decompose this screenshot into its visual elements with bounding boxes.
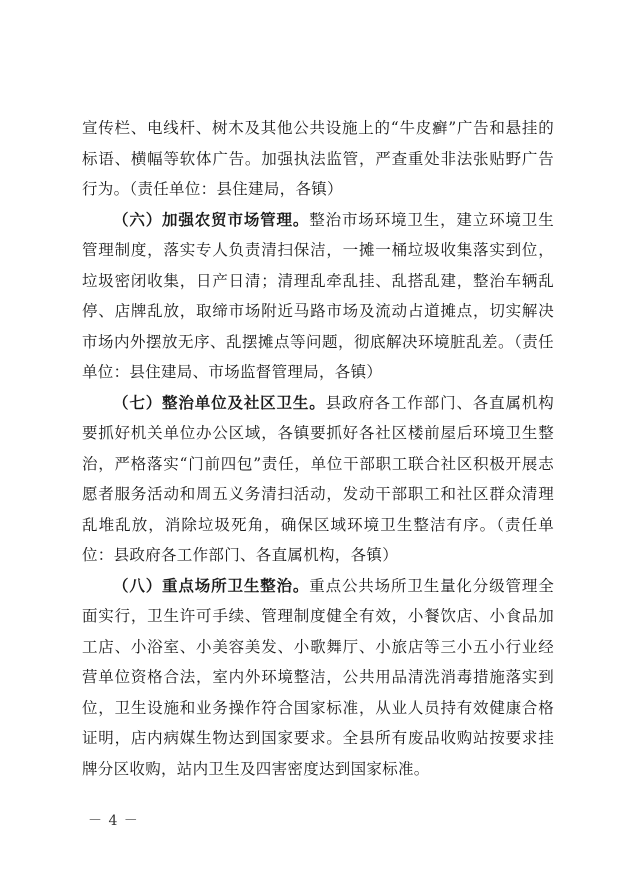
paragraph-unit-community-hygiene xyxy=(82,388,554,571)
paragraph-text: 重点公共场所卫生量化分级管理全面实行，卫生许可手续、管理制度健全有效，小餐饮店、小食品加工店、小浴室、小美容美发、小歌舞厅、小旅店等三小五小行业经营单位资格合法，室内外环境整洁，公共用品清洗消毒措施落实到位，卫生设施和业务操作符合国家标准，从业人员持有效健康合格证明，店内病媒生物达到国家要求。全县所有废品收购站按要求挂牌分区收购，站内卫生及四害密度达到国家标准。 xyxy=(82,576,554,778)
paragraph-text: 整治市场环境卫生，建立环境卫生管理制度，落实专人负责清扫保洁，一摊一桶垃圾收集落实到位，垃圾密闭收集，日产日清；清理乱牵乱挂、乱搭乱建，整治车辆乱停、店牌乱放，取缔市场附近马路市场及流动占道摊点，切实解决市场内外摆放无序、乱摆摊点等问题，彻底解决环境脏乱差。（责任单位：县住建局、市场监督管理局，各镇） xyxy=(82,210,554,381)
page-number: － 4 － xyxy=(88,813,139,829)
document-body xyxy=(82,113,554,784)
section-heading: （六）加强农贸市场管理。 xyxy=(113,210,310,229)
section-heading: （八）重点场所卫生整治。 xyxy=(113,576,310,595)
paragraph-text: 县政府各工作部门、各直属机构要抓好机关单位办公区域，各镇要抓好各社区楼前屋后环境卫生整治，严格落实“门前四包”责任，单位干部职工联合社区积极开展志愿者服务活动和周五义务清扫活动，发动干部职工和社区群众清理乱堆乱放，消除垃圾死角，确保区域环境卫生整洁有序。（责任单位：县政府各工作部门、各直属机构，各镇） xyxy=(82,393,555,564)
paragraph-market-management xyxy=(82,205,554,388)
paragraph-continuation xyxy=(82,113,554,205)
section-heading: （七）整治单位及社区卫生。 xyxy=(113,393,326,412)
paragraph-text: 宣传栏、电线杆、树木及其他公共设施上的“牛皮癣”广告和悬挂的标语、横幅等软体广告。加强执法监管，严查重处非法张贴野广告行为。（责任单位：县住建局，各镇） xyxy=(82,119,554,198)
paragraph-key-venues-hygiene xyxy=(82,571,554,785)
